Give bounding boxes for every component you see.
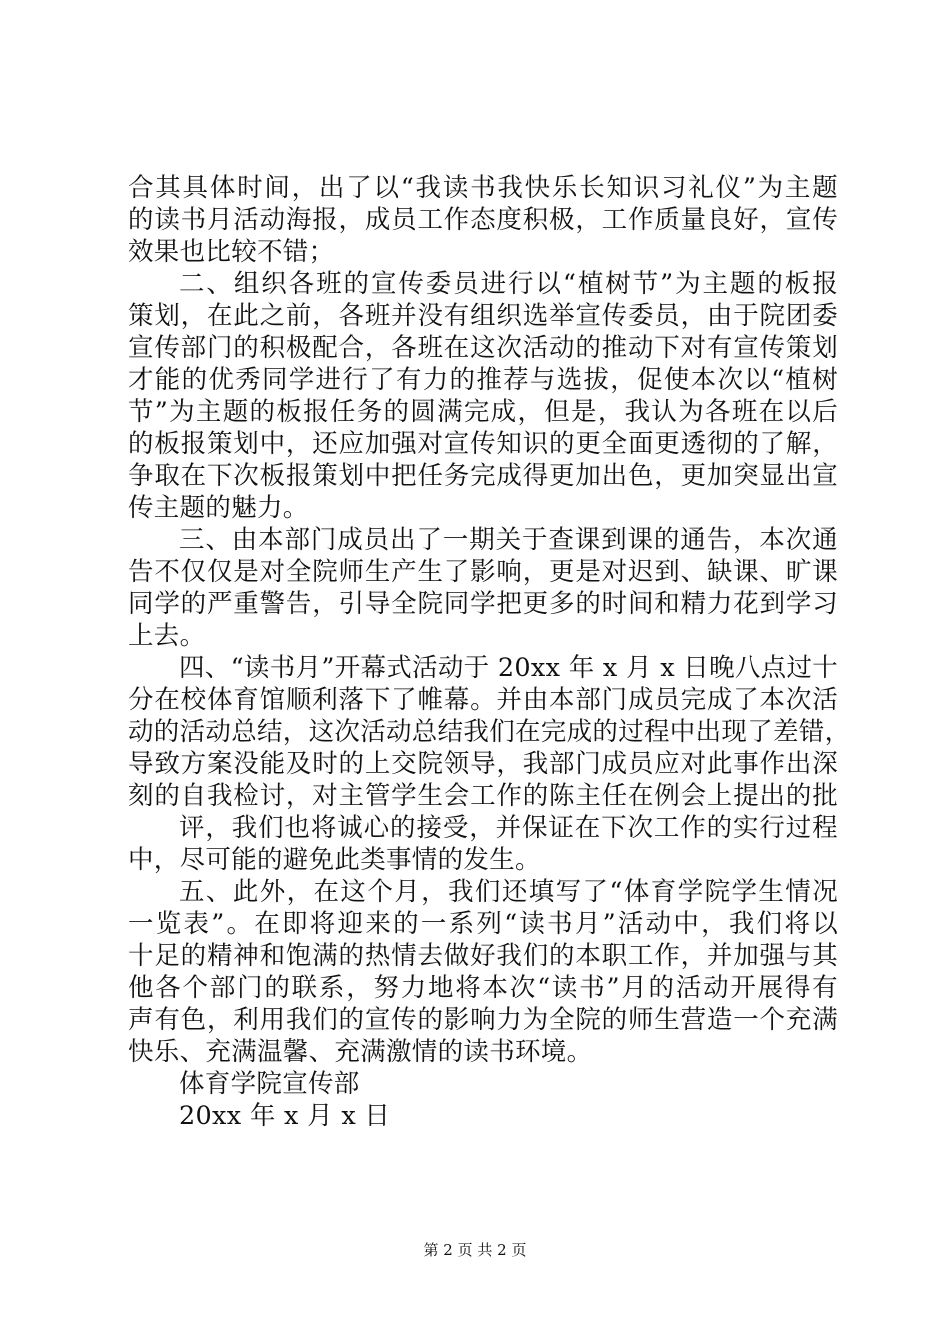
text-line: 动的活动总结，这次活动总结我们在完成的过程中出现了差错，: [128, 717, 851, 747]
text-line: 同学的严重警告，引导全院同学把更多的时间和精力花到学习: [128, 589, 838, 619]
text-line: 二、组织各班的宣传委员进行以“植树节”为主题的板报: [179, 269, 838, 299]
text-line: 传主题的魅力。: [128, 493, 309, 523]
text-line: 的板报策划中，还应加强对宣传知识的更全面更透彻的了解，: [128, 429, 838, 459]
text-line: 合其具体时间，出了以“我读书我快乐长知识习礼仪”为主题: [128, 173, 838, 203]
text-line: 效果也比较不错；: [128, 237, 335, 267]
text-line: 他各个部门的联系，努力地将本次“读书”月的活动开展得有: [128, 973, 838, 1003]
text-line: 20xx 年 x 月 x 日: [179, 1101, 391, 1131]
text-line: 节”为主题的板报任务的圆满完成，但是，我认为各班在以后: [128, 397, 838, 427]
text-line: 的读书月活动海报，成员工作态度积极，工作质量良好，宣传: [128, 205, 838, 235]
text-line: 三、由本部门成员出了一期关于查课到课的通告，本次通: [179, 525, 838, 555]
text-line: 一览表”。在即将迎来的一系列“读书月”活动中，我们将以: [128, 909, 838, 939]
text-line: 评，我们也将诚心的接受，并保证在下次工作的实行过程: [179, 813, 838, 843]
text-line: 体育学院宣传部: [179, 1069, 360, 1099]
text-line: 告不仅仅是对全院师生产生了影响，更是对迟到、缺课、旷课: [128, 557, 838, 587]
text-line: 争取在下次板报策划中把任务完成得更加出色，更加突显出宣: [128, 461, 838, 491]
text-line: 声有色，利用我们的宣传的影响力为全院的师生营造一个充满: [128, 1005, 838, 1035]
text-line: 策划，在此之前，各班并没有组织选举宣传委员，由于院团委: [128, 301, 838, 331]
text-line: 五、此外，在这个月，我们还填写了“体育学院学生情况: [179, 877, 838, 907]
text-line: 中，尽可能的避免此类事情的发生。: [128, 845, 541, 875]
page-number-footer: 第 2 页 共 2 页: [423, 1241, 527, 1259]
text-line: 十足的精神和饱满的热情去做好我们的本职工作，并加强与其: [128, 941, 838, 971]
text-line: 分在校体育馆顺利落下了帷幕。并由本部门成员完成了本次活: [128, 685, 838, 715]
text-line: 快乐、充满温馨、充满激情的读书环境。: [128, 1037, 593, 1067]
text-line: 刻的自我检讨，对主管学生会工作的陈主任在例会上提出的批: [128, 781, 838, 811]
text-line: 四、“读书月”开幕式活动于 20xx 年 x 月 x 日晚八点过十: [179, 653, 839, 683]
text-line: 宣传部门的积极配合，各班在这次活动的推动下对有宣传策划: [128, 333, 838, 363]
text-line: 上去。: [128, 621, 206, 651]
document-body: [128, 172, 851, 1132]
text-line: 才能的优秀同学进行了有力的推荐与选拔，促使本次以“植树: [128, 365, 838, 395]
text-line: 导致方案没能及时的上交院领导，我部门成员应对此事作出深: [128, 749, 838, 779]
